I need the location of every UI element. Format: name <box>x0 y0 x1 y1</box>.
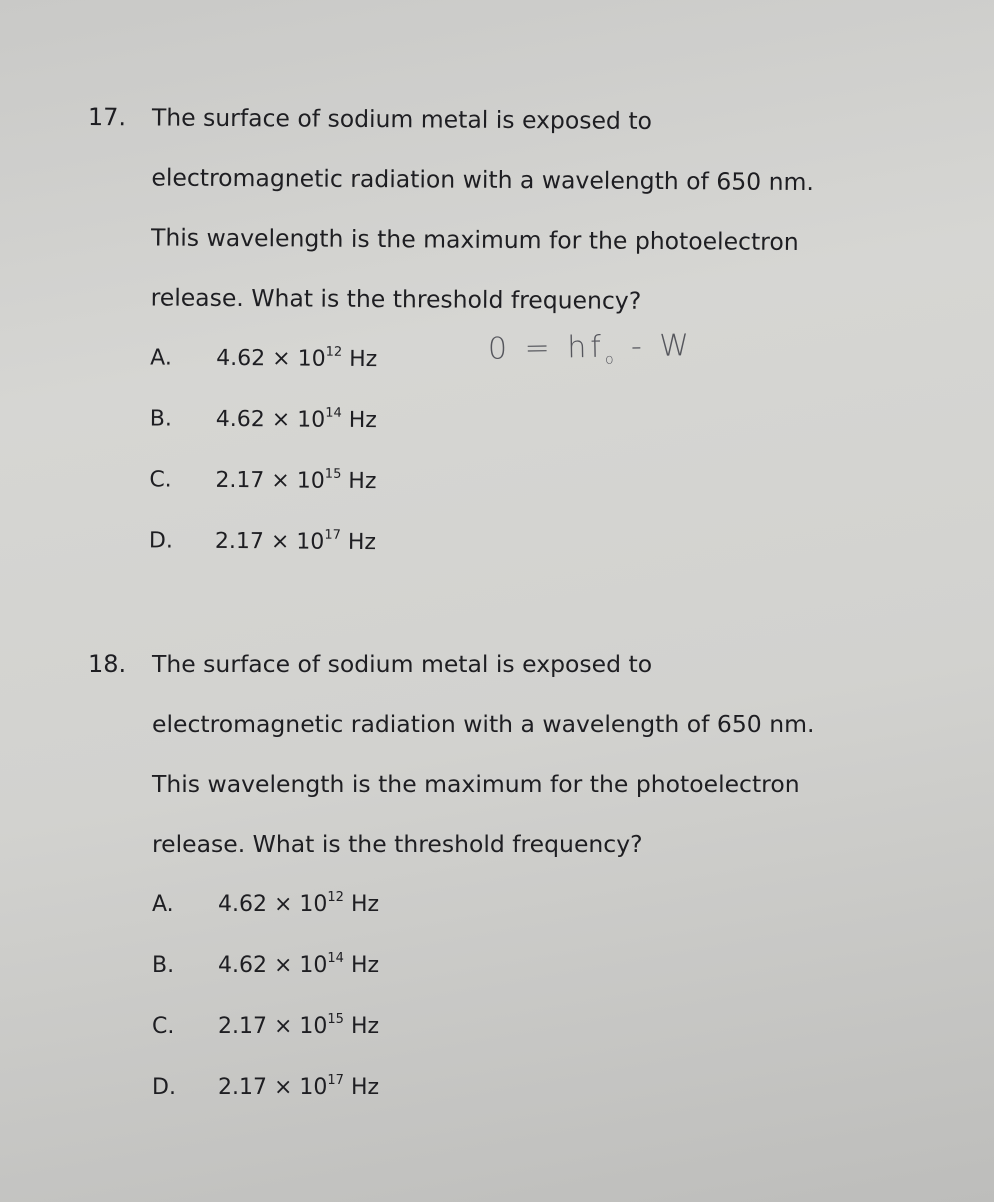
option-mantissa: 2.17 × 10 <box>214 528 325 555</box>
option-mantissa: 2.17 × 10 <box>218 1014 328 1039</box>
option-unit: Hz <box>350 1075 380 1100</box>
option-mantissa: 2.17 × 10 <box>215 467 325 494</box>
question-text-line: release. What is the threshold frequency? <box>150 283 642 315</box>
handwritten-note <box>488 328 694 370</box>
option-letter: C. <box>152 1014 175 1039</box>
option-letter: B. <box>149 406 172 432</box>
option-exponent: 12 <box>325 344 343 360</box>
option-mantissa: 2.17 × 10 <box>218 1075 328 1100</box>
option-letter: A. <box>150 345 172 371</box>
option-unit: Hz <box>348 468 377 495</box>
question-text-line: This wavelength is the maximum for the photoelectron <box>152 770 800 798</box>
option-unit: Hz <box>350 1014 380 1039</box>
option-exponent: 17 <box>324 527 341 543</box>
answer-option <box>152 1012 379 1039</box>
option-letter: D. <box>152 1075 176 1100</box>
option-letter: D. <box>148 528 173 554</box>
option-unit: Hz <box>349 346 378 373</box>
answer-option <box>152 951 379 978</box>
option-unit: Hz <box>350 892 380 917</box>
question-number: 18. <box>88 650 127 678</box>
question-text-line: electromagnetic radiation with a wavelength of 650 nm. <box>152 710 815 738</box>
option-unit: Hz <box>348 407 377 434</box>
option-letter: C. <box>149 467 172 493</box>
option-mantissa: 4.62 × 10 <box>218 892 328 917</box>
answer-option <box>150 404 377 433</box>
handwriting-sub: o <box>604 351 618 368</box>
option-unit: Hz <box>347 529 377 556</box>
option-mantissa: 4.62 × 10 <box>218 953 328 978</box>
question-text-line: The surface of sodium metal is exposed to <box>152 650 653 678</box>
option-letter: A. <box>152 892 174 917</box>
question-text-line: electromagnetic radiation with a wavelength of 650 nm. <box>151 163 815 197</box>
answer-option <box>149 465 376 494</box>
question-text-line: This wavelength is the maximum for the photoelectron <box>150 223 799 256</box>
option-exponent: 17 <box>327 1073 344 1088</box>
answer-option <box>152 890 379 917</box>
handwriting-lhs: 0 = hf <box>487 329 606 367</box>
option-mantissa: 4.62 × 10 <box>215 406 326 433</box>
option-letter: B. <box>152 953 175 978</box>
question-number: 17. <box>87 103 127 132</box>
question-text-line: release. What is the threshold frequency? <box>152 830 643 858</box>
option-unit: Hz <box>350 953 380 978</box>
answer-option <box>149 526 376 555</box>
answer-option <box>152 1073 379 1100</box>
option-exponent: 12 <box>327 890 344 905</box>
handwriting-rhs: - W <box>617 328 694 365</box>
option-exponent: 15 <box>324 466 342 482</box>
option-mantissa: 4.62 × 10 <box>216 345 326 372</box>
option-exponent: 14 <box>327 951 344 966</box>
option-exponent: 15 <box>327 1012 344 1027</box>
question-text-line: The surface of sodium metal is exposed to <box>151 103 653 135</box>
answer-option <box>150 343 377 372</box>
option-exponent: 14 <box>325 405 342 421</box>
